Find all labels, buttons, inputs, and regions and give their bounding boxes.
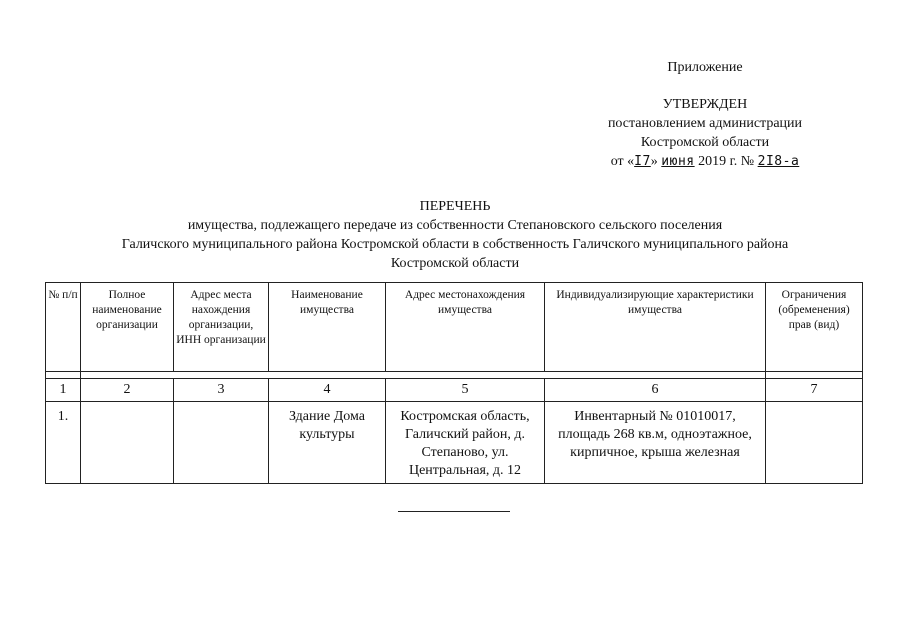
table-gap-row: [46, 372, 863, 379]
gap-cell: [174, 372, 269, 379]
property-name-cell: Здание Дома культуры: [269, 402, 386, 484]
column-number: 4: [269, 379, 386, 402]
approval-block: [560, 58, 850, 171]
restrictions-cell: [766, 402, 863, 484]
region-line: Костромской области: [640, 135, 770, 150]
column-number: 5: [386, 379, 545, 402]
gap-cell: [545, 372, 766, 379]
annex-label: Приложение: [667, 60, 743, 75]
document-title: [60, 197, 850, 273]
column-number: 1: [46, 379, 81, 402]
decree-number: 2I8-а: [757, 154, 800, 169]
gap-cell: [766, 372, 863, 379]
header-cell: Ограничения (обременения) прав (вид): [766, 283, 863, 372]
org-name-cell: [81, 402, 174, 484]
date-day: I7: [634, 154, 651, 169]
title-heading: ПЕРЕЧЕНЬ: [419, 199, 491, 214]
org-address-cell: [174, 402, 269, 484]
header-cell: Наименование имущества: [269, 283, 386, 372]
column-number-row: [46, 379, 863, 402]
title-line-1: имущества, подлежащего передаче из собственности Степановского сельского поселения: [187, 218, 723, 233]
gap-cell: [81, 372, 174, 379]
header-cell: Адрес места нахождения организации, ИНН организации: [174, 283, 269, 372]
property-table: [45, 282, 863, 484]
closing-divider: [398, 511, 510, 512]
approval-date-line: [560, 152, 850, 171]
title-line-2: Галичского муниципального района Костромской области в собственность Галичского муниципального района: [121, 237, 789, 252]
date-month: июня: [661, 154, 695, 169]
date-year: 2019 г. №: [694, 154, 758, 169]
approved-label: УТВЕРЖДЕН: [662, 97, 748, 112]
title-line-3: Костромской области: [390, 256, 520, 271]
header-cell: Индивидуализирующие характеристики имущества: [545, 283, 766, 372]
column-number: 2: [81, 379, 174, 402]
gap-cell: [46, 372, 81, 379]
table-row: [46, 402, 863, 484]
column-number: 7: [766, 379, 863, 402]
date-mid: »: [650, 154, 662, 169]
property-address-cell: Костромская область, Галичский район, д. Степаново, ул. Центральная, д. 12: [386, 402, 545, 484]
header-cell: № п/п: [46, 283, 81, 372]
header-cell: Полное наименование организации: [81, 283, 174, 372]
characteristics-cell: Инвентарный № 01010017, площадь 268 кв.м, одноэтажное, кирпичное, крыша железная: [545, 402, 766, 484]
column-number: 6: [545, 379, 766, 402]
row-number: 1.: [46, 402, 81, 484]
column-number: 3: [174, 379, 269, 402]
header-cell: Адрес местонахождения имущества: [386, 283, 545, 372]
approved-by-line: постановлением администрации: [607, 116, 803, 131]
date-prefix: от «: [610, 154, 635, 169]
gap-cell: [386, 372, 545, 379]
gap-cell: [269, 372, 386, 379]
table-header-row: [46, 283, 863, 372]
